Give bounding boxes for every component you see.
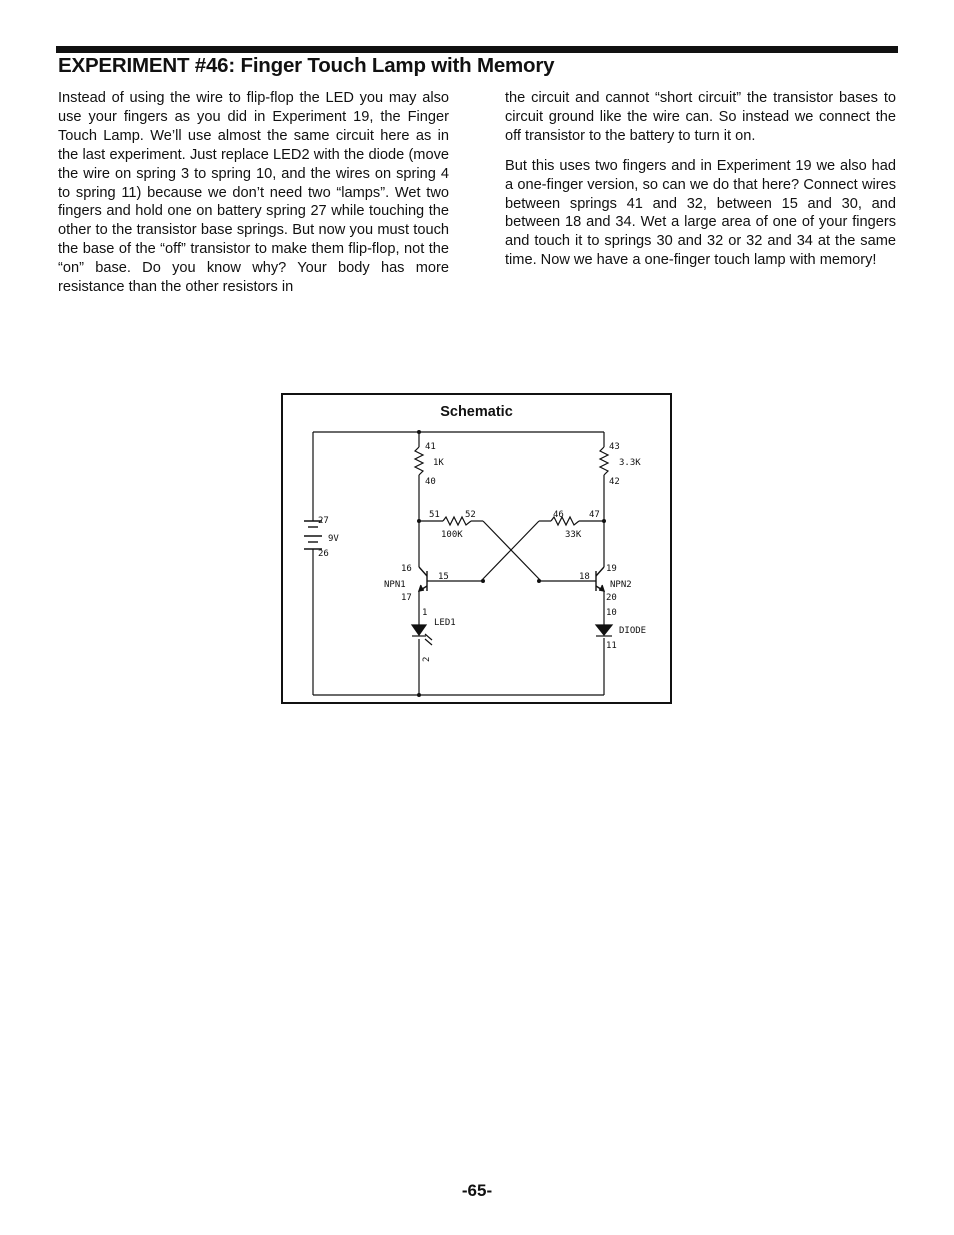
label-19: 19: [606, 564, 617, 574]
label-46: 46: [553, 510, 564, 520]
top-rule: [56, 46, 898, 53]
label-40: 40: [425, 477, 436, 487]
paragraph: But this uses two fingers and in Experiment 19 we also had a one-finger version, so can we do that here? Connect wires between springs 41 and 32, between 15 and 30, and between 18 and 34. Wet a large area of one of your fingers and touch it to springs 30 and 32 or 32 and 34 at the same time. Now we have a one-finger touch lamp with memory!: [505, 157, 896, 269]
resistor-symbols: [415, 447, 608, 525]
page-title: EXPERIMENT #46: Finger Touch Lamp with Memory: [58, 54, 555, 77]
label-33k: 33K: [565, 530, 582, 540]
transistor-npn2: [596, 567, 604, 591]
label-16: 16: [401, 564, 412, 574]
label-41: 41: [425, 442, 436, 452]
label-11: 11: [606, 641, 617, 651]
label-20: 20: [606, 593, 617, 603]
label-9v: 9V: [328, 534, 339, 544]
label-27: 27: [318, 516, 329, 526]
page-number: -65-: [461, 1181, 493, 1200]
left-column: [58, 89, 449, 308]
junction-dots: [417, 430, 606, 697]
schematic-labels: [318, 442, 646, 662]
label-10: 10: [606, 608, 617, 618]
schematic-diagram: [283, 395, 670, 702]
label-51: 51: [429, 510, 440, 520]
paragraph: the circuit and cannot “short circuit” the transistor bases to circuit ground like the wire can. So instead we connect the off transistor to the battery to turn it on.: [505, 90, 896, 144]
label-100k: 100K: [441, 530, 463, 540]
right-column: [505, 89, 896, 281]
schematic-title: Schematic: [440, 404, 513, 420]
label-52: 52: [465, 510, 476, 520]
led-symbol: [412, 625, 432, 645]
label-2: 2: [422, 656, 432, 662]
label-15: 15: [438, 572, 449, 582]
label-npn1: NPN1: [384, 580, 406, 590]
label-26: 26: [318, 549, 329, 559]
label-47: 47: [589, 510, 600, 520]
wires: [313, 432, 604, 695]
label-diode: DIODE: [619, 626, 647, 636]
transistor-npn1: [419, 567, 427, 591]
label-42: 42: [609, 477, 620, 487]
label-1k: 1K: [433, 458, 444, 468]
label-43: 43: [609, 442, 620, 452]
label-17: 17: [401, 593, 412, 603]
diode-symbol: [596, 625, 612, 636]
label-1: 1: [422, 608, 428, 618]
schematic-figure: [281, 393, 672, 704]
label-npn2: NPN2: [610, 580, 632, 590]
label-3-3k: 3.3K: [619, 458, 641, 468]
paragraph: Instead of using the wire to flip-flop the LED you may also use your fingers as you did in Experiment 19, the Finger Touch Lamp. We’ll use almost the same circuit here as in the last experiment. Just replace LED2 with the diode (move the wire on spring 3 to spring 10, and the wires on spring 4 to spring 11) because we don’t need two “lamps”. Wet two fingers and hold one on battery spring 27 while touching the other to the transistor base springs. But now you must touch the base of the “off” transistor to make them flip-flop, not the “on” base. Do you know why? Your body has more resistance than the other resistors in: [58, 90, 449, 296]
label-18: 18: [579, 572, 590, 582]
label-led1: LED1: [434, 618, 456, 628]
